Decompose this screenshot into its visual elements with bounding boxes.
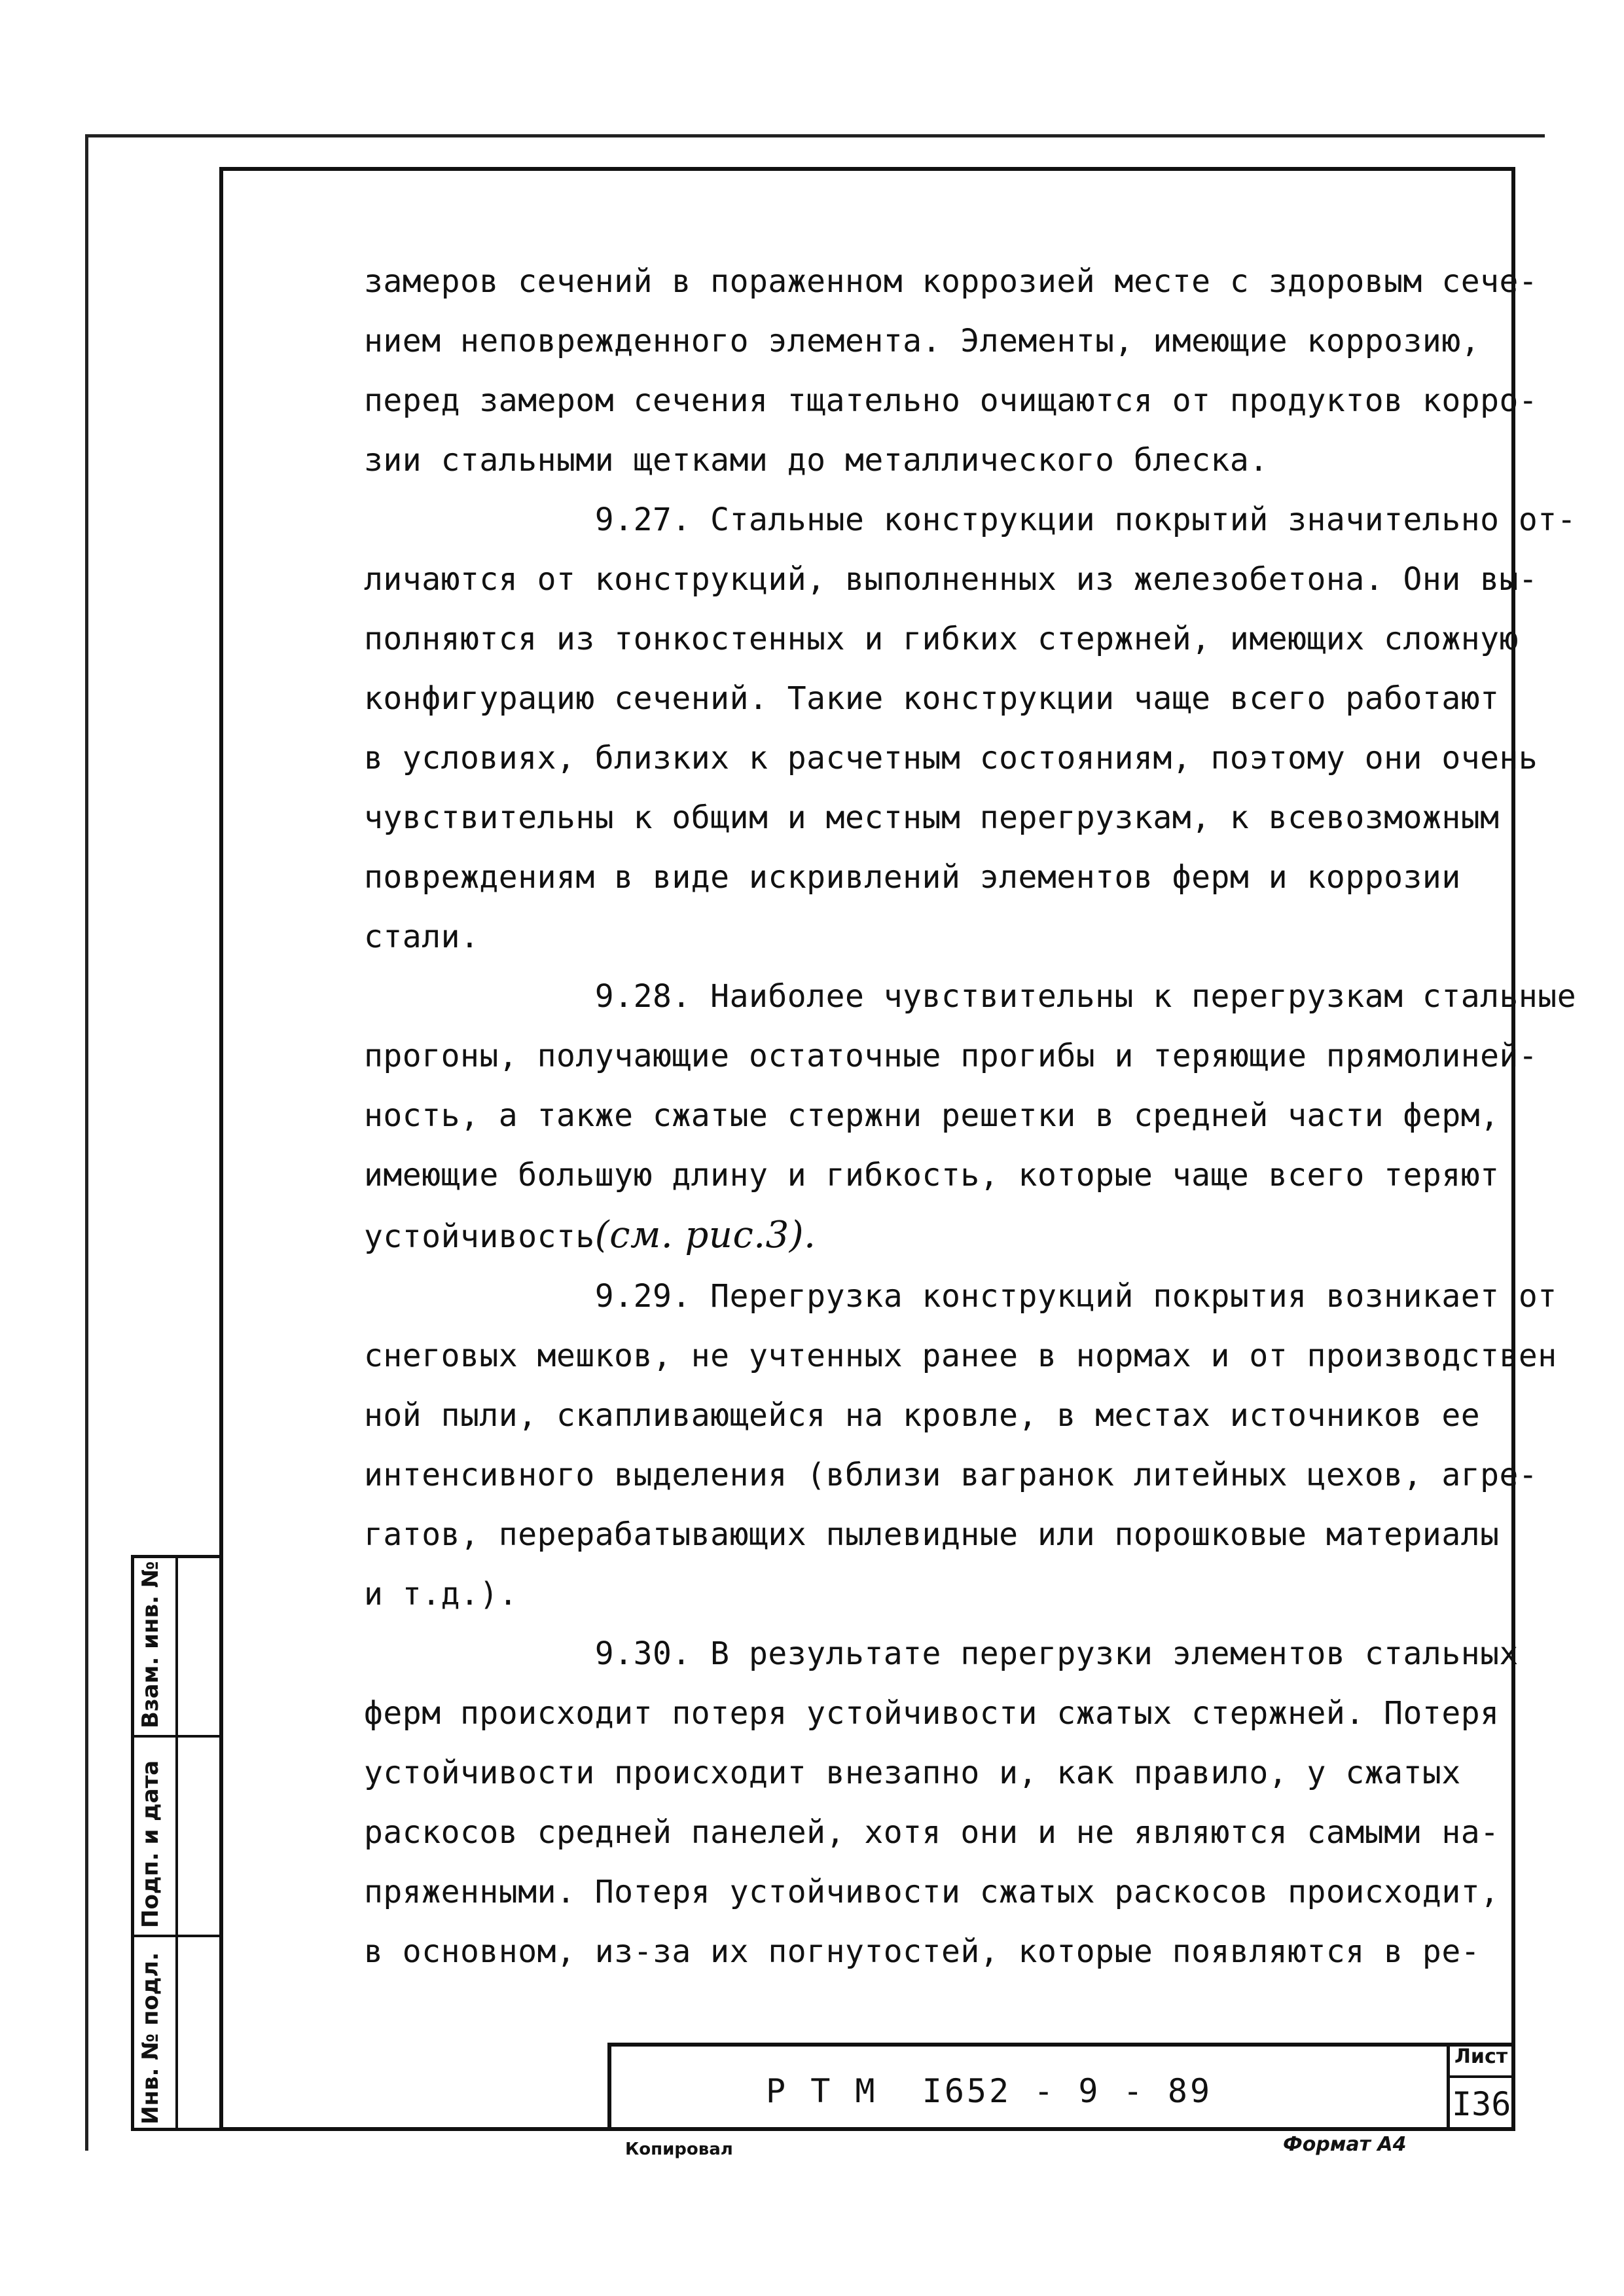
text-line: снеговых мешков, не учтенных ранее в нормах и от производствен: [364, 1338, 1557, 1374]
text-line: 9.28. Наиболее чувствительны к перегрузкам стальные: [364, 978, 1577, 1015]
side-label-signature-date: Подп. и дата: [137, 1760, 164, 1928]
text-line: 9.30. В результате перегрузки элементов стальных: [364, 1635, 1519, 1672]
text-line: в основном, из-за их погнутостей, которые появляются в ре-: [364, 1933, 1481, 1970]
side-strip-row-divider: [131, 1935, 223, 1937]
text-line: пряженными. Потеря устойчивости сжатых раскосов происходит,: [364, 1874, 1500, 1910]
text-line: интенсивного выделения (вблизи вагранок литейных цехов, агре-: [364, 1457, 1538, 1493]
text-line: гатов, перерабатывающих пылевидные или порошковые материалы: [364, 1516, 1500, 1553]
text-line: полняются из тонкостенных и гибких стержней, имеющих сложную: [364, 621, 1519, 657]
text-line: ной пыли, скапливающейся на кровле, в местах источников ее: [364, 1397, 1481, 1434]
side-label-inventory-original: Инв. № подл.: [137, 1952, 164, 2124]
text-line: зии стальными щетками до металлического блеска.: [364, 442, 1269, 479]
text-line: ность, а также сжатые стержни решетки в средней части ферм,: [364, 1097, 1500, 1134]
text-line: в условиях, близких к расчетным состояниям, поэтому они очень: [364, 740, 1538, 776]
text-line-segment: устойчивость: [364, 1218, 595, 1255]
title-block-divider: [1447, 2043, 1450, 2131]
sheet-cell-divider: [1447, 2075, 1515, 2078]
footer-format: Формат А4: [1283, 2133, 1407, 2156]
side-label-replacement-inventory: Взам. инв. №: [137, 1561, 164, 1728]
document-body: [364, 252, 1577, 1982]
text-line: раскосов средней панелей, хотя они и не являются самыми на-: [364, 1814, 1500, 1851]
text-line: нием неповрежденного элемента. Элементы, имеющие коррозию,: [364, 323, 1481, 359]
text-line: повреждениям в виде искривлений элементов ферм и коррозии: [364, 859, 1461, 896]
document-code: Р Т М I652 - 9 - 89: [766, 2072, 1213, 2110]
text-line: 9.27. Стальные конструкции покрытий значительно от-: [364, 501, 1577, 538]
text-line: личаются от конструкций, выполненных из железобетона. Они вы-: [364, 561, 1538, 598]
outer-frame-left: [85, 134, 88, 2151]
text-line: замеров сечений в пораженном коррозией месте с здоровым сече-: [364, 263, 1538, 300]
side-strip-row-divider: [131, 1735, 223, 1738]
side-strip-column-divider: [175, 1555, 178, 2131]
sheet-label: Лист: [1454, 2045, 1508, 2068]
text-line: имеющие большую длину и гибкость, которые чаще всего теряют: [364, 1157, 1500, 1194]
text-line: перед замером сечения тщательно очищаются от продуктов корро-: [364, 382, 1538, 419]
outer-frame-top: [85, 134, 1545, 137]
text-line: 9.29. Перегрузка конструкций покрытия возникает от: [364, 1278, 1557, 1315]
text-line: и т.д.).: [364, 1576, 518, 1613]
text-line: ферм происходит потеря устойчивости сжатых стержней. Потеря: [364, 1695, 1500, 1732]
footer-copied-by: Копировал: [625, 2140, 733, 2159]
text-line: [364, 1205, 1500, 1267]
text-line: прогоны, получающие остаточные прогибы и теряющие прямолиней-: [364, 1038, 1538, 1074]
text-line: стали.: [364, 919, 480, 955]
handwritten-note: (см. рис.3).: [594, 1214, 816, 1256]
sheet-number: I36: [1452, 2085, 1511, 2123]
text-line: устойчивости происходит внезапно и, как правило, у сжатых: [364, 1755, 1461, 1791]
text-line: чувствительны к общим и местным перегрузкам, к всевозможным: [364, 799, 1500, 836]
text-line: конфигурацию сечений. Такие конструкции чаще всего работают: [364, 680, 1500, 717]
